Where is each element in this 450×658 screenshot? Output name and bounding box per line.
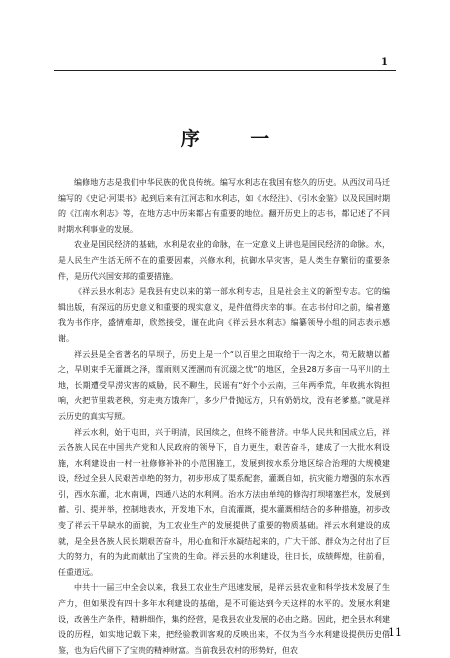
page-number: 1 [381, 57, 388, 68]
paragraph: 编修地方志是我们中华民族的优良传统。编写水利志在我国有悠久的历史。从西汉司马迁编写的《史记·河渠书》起到后来有江河志和水利志，如《水经注》、《引水金鉴》以及民国时期的《江南水利志》等，在地方志中历来都占有重要的地位。翻开历史上的志书，都记述了不同时期水利事业的发展。 [58, 178, 390, 234]
paragraph: 农业是国民经济的基础，水利是农业的命脉，在一定意义上讲也是国民经济的命脉。水，是人民生产生活无所不在的重要因素，兴修水利，抗御水旱灾害，是人类生存繁衍的重要条件，是历代兴国安邦的重要措施。 [58, 240, 390, 281]
footer-mark: 11 [388, 626, 402, 639]
paragraph: 中共十一届三中全会以来，我县工农业生产迅速发展，是祥云县农业和科学技术发展了生产力，但如果没有四十多年水利建设的基础，是不可能达到今天这样的水平的。发展水利建设，改善生产条件，精耕细作，集约经营，是我县农业发展的必由之路。因此，把全县水利建设的历程，如实地记载下来，把经验教训客观的反映出来，不仅为当今水利建设提供历史借鉴，也为后代留下了宝贵的精神财富。当前我县农村的形势好，但农 [58, 583, 390, 655]
paragraph: 《祥云县水利志》是我县有史以来的第一部水利专志，且是社会主义的新型专志。它的编辑出版，有深远的历史意义和重要的现实意义，是件值得庆幸的事。在志书付印之前，编者邀我为书作序，盛情难却，欣然接受，谨在此向《祥云县水利志》编纂领导小组的同志表示感谢。 [58, 287, 390, 343]
body-text [58, 175, 390, 658]
header-rule [54, 70, 396, 71]
paragraph: 祥云县是全省著名的旱坝子，历史上是一个“以百里之田取给于一沟之水，苟无陂塘以蓄之，旱则束手无灌溉之泽，霪雨则又湮溷而有沉溺之忧”的地区，全县28万多亩一马平川的土地，长期遭受旱涝灾害的威胁，民不聊生，民谣有“好个小云南，三年两季荒，年收挑水钩担响，火把节里栽老秧，穷走夷方饿奔厂，多少尸骨抛远方，只有奶奶坟，没有老爹墓。”就是祥云历史的真实写照。 [58, 349, 390, 421]
page-title: 序 一 [180, 128, 292, 150]
paragraph: 祥云水利，始于屯田，兴于明清，民国续之，但终不能普济。中华人民共和国成立后，祥云各族人民在中国共产党和人民政府的领导下，自力更生，艰苦奋斗，建成了一大批水利设施，水利建设由一村一社修修补补的小范围施工，发展到按水系分地区综合治理的大规模建设，经过全县人民艰苦卓绝的努力，初步形成了渠系配套，灌溉自如，抗灾能力增强的东水西引，西水东灌，北水南调，四通八达的水利网。治水方法由单纯的修沟打坝堵塞拦水，发展到蓄、引、提并举，控制地表水，开发地下水，自流灌溉，提水灌溉相结合的多种措施，初步改变了祥云干旱缺水的面貌，为工农业生产的发展提供了重要的物质基础。祥云水利建设的成就，是全县各族人民长期艰苦奋斗，用心血和汗水凝结起来的，广大干部、群众为之付出了巨大的努力，有的为此而献出了宝贵的生命。祥云县的水利建设，往日长，成绩辉煌，往前看，任重道远。 [58, 427, 390, 577]
